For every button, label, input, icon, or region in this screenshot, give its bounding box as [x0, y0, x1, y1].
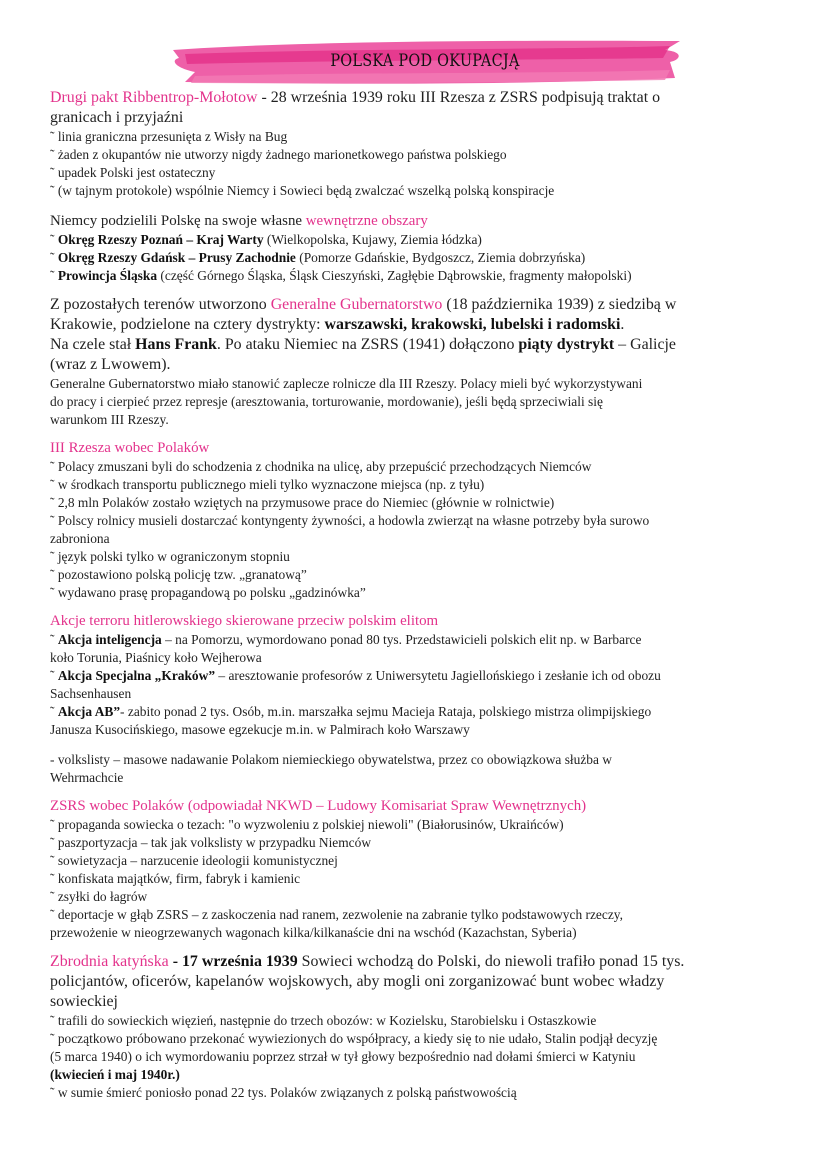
- text-line: [50, 164, 805, 182]
- text: przewożenie w nieogrzewanych wagonach kilka/kilkanaście dni na wschód (Kazachstan, Syberia): [50, 925, 577, 940]
- text: ˜: [50, 268, 58, 283]
- text-block: [50, 631, 810, 739]
- text-line: [50, 108, 805, 128]
- text: ˜ żaden z okupantów nie utworzy nigdy żadnego marionetkowego państwa polskiego: [50, 147, 507, 162]
- text-block: [50, 212, 810, 231]
- text: Z pozostałych terenów utworzono: [50, 296, 271, 313]
- text: ˜ Polacy zmuszani byli do schodzenia z chodnika na ulicę, aby przepuścić przechodzących Niemców: [50, 459, 592, 474]
- bold-text: Okręg Rzeszy Gdańsk – Prusy Zachodnie: [57, 250, 296, 265]
- text: Sachsenhausen: [50, 686, 132, 701]
- text-block: [50, 952, 810, 1012]
- text-line: [50, 584, 805, 602]
- text-line: [50, 769, 805, 787]
- text-block: [50, 128, 810, 200]
- text-line: [50, 355, 805, 375]
- text: ˜ Polscy rolnicy musieli dostarczać kontyngenty żywności, a hodowla zwierząt na własne potrzeby była surowo: [50, 513, 650, 528]
- text-line: [50, 548, 805, 566]
- text: Janusza Kusocińskiego, masowe egzekucje m.in. w Palmirach koło Warszawy: [50, 722, 470, 737]
- text: Generalne Gubernatorstwo miało stanowić zaplecze rolnicze dla III Rzeszy. Polacy mieli być wykorzystywani: [50, 376, 643, 391]
- text-line: [50, 295, 805, 315]
- text-block: [50, 458, 810, 602]
- text: ˜: [50, 632, 58, 647]
- highlighted-heading-text: wewnętrzne obszary: [305, 213, 428, 229]
- text: ˜ 2,8 mln Polaków zostało wziętych na przymusowe prace do Niemiec (głównie w rolnictwie): [50, 495, 555, 510]
- text-block: [50, 816, 810, 942]
- text: (Pomorze Gdańskie, Bydgoszcz, Ziemia dobrzyńska): [295, 250, 586, 265]
- text: . Po ataku Niemiec na ZSRS (1941) dołączono: [216, 336, 519, 353]
- text-line: [50, 797, 805, 816]
- text: ˜ deportacje w głąb ZSRS – z zaskoczenia nad ranem, zezwolenie na zabranie tylko podstawowych rzeczy,: [50, 907, 623, 922]
- text-line: [50, 512, 805, 530]
- text: Wehrmachcie: [50, 770, 124, 785]
- text-line: [50, 612, 805, 631]
- text: ˜ linia graniczna przesunięta z Wisły na Bug: [50, 129, 288, 144]
- text-line: [50, 411, 805, 429]
- text-line: [50, 816, 805, 834]
- text: koło Torunia, Piaśnicy koło Wejherowa: [50, 650, 262, 665]
- text: policjantów, oficerów, kapelanów wojskowych, aby mogli oni zorganizować bunt wobec władzy: [50, 973, 665, 990]
- text: – aresztowanie profesorów z Uniwersytetu Jagiellońskiego i zesłanie ich od obozu: [215, 668, 661, 683]
- text: ˜ pozostawiono polską policję tzw. „granatową”: [50, 567, 307, 582]
- bold-text: - 17 września 1939: [168, 953, 298, 970]
- text: Sowieci wchodzą do Polski, do niewoli trafiło ponad 15 tys.: [297, 953, 685, 970]
- text-line: [50, 924, 805, 942]
- text-line: [50, 1066, 805, 1084]
- text-line: [50, 494, 805, 512]
- bold-text: Akcja Specjalna „Kraków”: [57, 668, 216, 683]
- bold-text: Okręg Rzeszy Poznań – Kraj Warty: [57, 232, 264, 247]
- text-line: [50, 566, 805, 584]
- text-line: [50, 128, 805, 146]
- text: - 28 września 1939 roku III Rzesza z ZSRS podpisują traktat o: [257, 89, 661, 106]
- text-line: [50, 751, 805, 769]
- text-line: [50, 375, 805, 393]
- page-title: POLSKA POD OKUPACJĄ: [330, 51, 520, 71]
- text: ˜ propaganda sowiecka o tezach: "o wyzwoleniu z polskiej niewoli" (Białorusinów, Ukraińców): [50, 817, 564, 832]
- text-line: [50, 1048, 805, 1066]
- document-body: [50, 88, 810, 1102]
- text: granicach i przyjaźni: [50, 109, 184, 126]
- text-block: [50, 797, 810, 816]
- bold-text: warszawski, krakowski, lubelski i radomski: [324, 316, 621, 333]
- text-line: [50, 88, 805, 108]
- text: ˜: [50, 668, 58, 683]
- bold-text: Prowincja Śląska: [57, 268, 158, 283]
- text: ˜ w środkach transportu publicznego mieli tylko wyznaczone miejsca (np. z tyłu): [50, 477, 485, 492]
- title-banner: [165, 38, 685, 88]
- bold-text: piąty dystrykt: [518, 336, 615, 353]
- text: Krakowie, podzielone na cztery dystrykty:: [50, 316, 325, 333]
- bold-text: Akcja AB”: [57, 704, 121, 719]
- text: ˜ konfiskata majątków, firm, fabryk i kamienic: [50, 871, 301, 886]
- text-block: [50, 751, 810, 787]
- text: – na Pomorzu, wymordowano ponad 80 tys. Przedstawicieli polskich elit np. w Barbarce: [161, 632, 642, 647]
- text-line: [50, 1012, 805, 1030]
- text-line: [50, 476, 805, 494]
- text-line: [50, 393, 805, 411]
- text-line: [50, 685, 805, 703]
- text: Na czele stał: [50, 336, 136, 353]
- text: ˜ paszportyzacja – tak jak volkslisty w przypadku Niemców: [50, 835, 372, 850]
- text-line: [50, 667, 805, 685]
- text-line: [50, 1084, 805, 1102]
- highlighted-heading-text: III Rzesza wobec Polaków: [50, 440, 210, 456]
- text: (część Górnego Śląska, Śląsk Cieszyński, Zagłębie Dąbrowskie, fragmenty małopolski): [157, 268, 632, 283]
- text-block: [50, 375, 810, 429]
- text-line: [50, 721, 805, 739]
- highlighted-heading-text: Akcje terroru hitlerowskiego skierowane przeciw polskim elitom: [50, 613, 439, 629]
- text: sowieckiej: [50, 993, 118, 1010]
- text-block: [50, 612, 810, 631]
- text-line: [50, 1030, 805, 1048]
- text: ˜ upadek Polski jest ostateczny: [50, 165, 216, 180]
- text-line: [50, 906, 805, 924]
- text: ˜ trafili do sowieckich więzień, następnie do trzech obozów: w Kozielsku, Starobielsku i Ostaszkowie: [50, 1013, 597, 1028]
- text-line: [50, 249, 805, 267]
- bold-text: (kwiecień i maj 1940r.): [50, 1067, 180, 1082]
- text-line: [50, 972, 805, 992]
- text-line: [50, 458, 805, 476]
- text: – Galicje: [614, 336, 676, 353]
- text: ˜: [50, 704, 58, 719]
- text-line: [50, 231, 805, 249]
- text: ˜ wydawano prasę propagandową po polsku „gadzinówka”: [50, 585, 366, 600]
- text: (wraz z Lwowem).: [50, 356, 171, 373]
- text-line: [50, 212, 805, 231]
- text-block: [50, 1012, 810, 1102]
- text: ˜ (w tajnym protokole) wspólnie Niemcy i Sowieci będą zwalczać wszelką polską konspiracje: [50, 183, 555, 198]
- text-line: [50, 992, 805, 1012]
- highlighted-heading-text: Zbrodnia katyńska: [50, 953, 169, 970]
- text-line: [50, 631, 805, 649]
- text: .: [620, 316, 625, 333]
- text-line: [50, 146, 805, 164]
- text: (5 marca 1940) o ich wymordowaniu poprzez strzał w tył głowy bezpośrednio nad dołami śmierci w Katyniu: [50, 1049, 636, 1064]
- text: Niemcy podzielili Polskę na swoje własne: [50, 213, 306, 229]
- bold-text: Hans Frank: [135, 336, 217, 353]
- text: ˜ początkowo próbowano przekonać wywiezionych do współpracy, a kiedy się to nie udało, Stalin podjął decyzję: [50, 1031, 658, 1046]
- text: ˜: [50, 232, 58, 247]
- text: ˜ język polski tylko w ograniczonym stopniu: [50, 549, 290, 564]
- text: ˜ w sumie śmierć poniosło ponad 22 tys. Polaków związanych z polską państwowością: [50, 1085, 517, 1100]
- text: (18 października 1939) z siedzibą w: [442, 296, 677, 313]
- text-line: [50, 530, 805, 548]
- text: warunkom III Rzeszy.: [50, 412, 169, 427]
- text-block: [50, 231, 810, 285]
- text-block: [50, 439, 810, 458]
- text-line: [50, 182, 805, 200]
- text-line: [50, 852, 805, 870]
- text: ˜ zsyłki do łagrów: [50, 889, 148, 904]
- bold-text: Akcja inteligencja: [57, 632, 162, 647]
- highlighted-heading-text: Drugi pakt Ribbentrop-Mołotow: [50, 89, 258, 106]
- text-line: [50, 315, 805, 335]
- text: ˜: [50, 250, 58, 265]
- text-line: [50, 888, 805, 906]
- highlighted-heading-text: Generalne Gubernatorstwo: [270, 296, 443, 313]
- text: (Wielkopolska, Kujawy, Ziemia łódzka): [263, 232, 482, 247]
- text-block: [50, 88, 810, 128]
- text-line: [50, 834, 805, 852]
- text-line: [50, 703, 805, 721]
- text: zabroniona: [50, 531, 110, 546]
- text-line: [50, 870, 805, 888]
- text-line: [50, 649, 805, 667]
- text: ˜ sowietyzacja – narzucenie ideologii komunistycznej: [50, 853, 338, 868]
- text: - volkslisty – masowe nadawanie Polakom niemieckiego obywatelstwa, przez co obowiązkowa służba w: [50, 752, 612, 767]
- text-line: [50, 335, 805, 355]
- text-line: [50, 267, 805, 285]
- text-line: [50, 952, 805, 972]
- highlighted-heading-text: ZSRS wobec Polaków (odpowiadał NKWD – Ludowy Komisariat Spraw Wewnętrznych): [50, 798, 587, 814]
- text-line: [50, 439, 805, 458]
- text-block: [50, 295, 810, 375]
- text: do pracy i cierpieć przez represje (aresztowania, torturowanie, mordowanie), jeśli będą sprzeciwiali się: [50, 394, 603, 409]
- text: - zabito ponad 2 tys. Osób, m.in. marszałka sejmu Macieja Rataja, polskiego mistrza olimpijskiego: [120, 704, 652, 719]
